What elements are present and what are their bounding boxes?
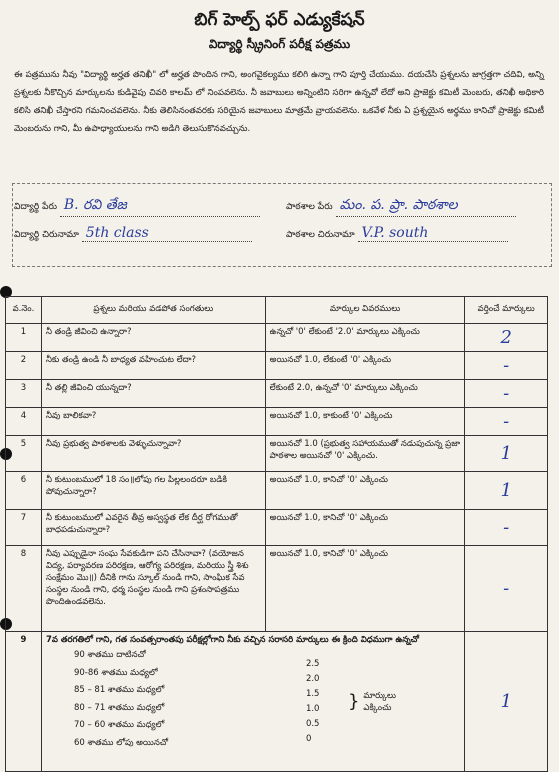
row-question: నీ తల్లి జీవించి యున్నదా? xyxy=(41,380,265,408)
instructions-paragraph: ఈ పత్రమును నీవు "విద్యార్థి అర్హత తనిఖీ" లో అర్హత పొందిన గాని, అంగవైకల్యము కలిగి ఉన్నా గాని పూర్తి చేయుము. దయచేసి ప్రశ్నలను జాగ్రత్తగా చదివి, అన్ని ప్రశ్నలకు నీకొచ్చిన మార్కులను కుడివైపు చివరి కాలమ్ లో నింపవలెను. నీ జవాబులు అన్నింటిని సరిగా ఉన్నవో లేదో అని ప్రాజెక్టు కమిటీ మెంబరు, తనిఖీ అధికారి కలిసి తనిఖీ చేస్తారని గమనించవలెను. నీకు తెలిసినంతవరకు సరియైన జవాబులు మాత్రమే వ్రాయవలెను. ఒకవేళ నీకు ఏ ప్రశ్నయైన అర్థము కానిచో ప్రాజెక్టు కమిటీ మెంబరును గాని, మీ ఉపాధ్యాయులను గాని అడిగి తెలుసుకొనవచ్చును. xyxy=(14,70,544,134)
table-row xyxy=(6,510,548,546)
row-question: నీవు ఎప్పుడైనా సంఘ సేవకుడిగా పని చేసినావా? (వయోజన విద్య, పర్యావరణ పరిరక్షణ, ఆరోగ్య పరిరక్షణ, మరియు స్త్రీ శిశు సంక్షేమం మొ॥) దీనికి గాను స్కూల్ నుండి గాని, సాంఘిక సేవ సంస్థల నుండి గాని, ధర్మ సంస్థల నుండి గాని ప్రశంసాపత్రము పొందిఉండవలెను. xyxy=(41,546,265,632)
student-address-label: విద్యార్థి చిరునామా xyxy=(14,230,79,240)
student-name-label: విద్యార్థి పేరు xyxy=(14,202,57,212)
row-question: నీవు బాలికవా? xyxy=(41,408,265,436)
scale-value: 1.0 xyxy=(305,703,320,714)
student-address-value: 5th class xyxy=(85,225,149,241)
row-marks-rule: ఉన్నచో '0' లేకుంటే '2.0' మార్కులు ఎక్కించు xyxy=(265,324,465,352)
scale-value: 0.5 xyxy=(305,718,320,729)
row-number: 7 xyxy=(6,510,42,546)
scale-values xyxy=(306,657,348,747)
row-number: 8 xyxy=(6,546,42,632)
range-item: 60 శాతము లోపు అయినచో xyxy=(73,737,168,748)
school-name-value: మం. ప. ప్రా. పాఠశాల xyxy=(339,197,458,213)
header-applicable-marks: వర్తించే మార్కులు xyxy=(465,297,548,324)
header-serial: వ.నెం. xyxy=(6,297,42,324)
row-marks-rule: అయినచో 1.0, కానిచో '0' ఎక్కించు xyxy=(265,510,465,546)
school-name-field[interactable] xyxy=(286,197,516,217)
row-question: నీ కుటుంబములో 18 సం॥లోపు గల పిల్లలందరూ బడికి పోవుచున్నారా? xyxy=(41,472,265,510)
student-address-field[interactable] xyxy=(14,225,252,242)
page-title: బిగ్ హెల్ప్ ఫర్ ఎడ్యుకేషన్ xyxy=(194,10,365,30)
school-address-label: పాఠశాల చిరునామా xyxy=(286,230,355,240)
row-answer[interactable]: - xyxy=(465,380,548,408)
scale-value: 2.0 xyxy=(305,673,320,684)
header-question: ప్రశ్నలు మరియు వడపోత సంగతులు xyxy=(41,297,265,324)
row-number: 9 xyxy=(6,632,42,772)
range-item: 70 – 60 శాతము మధ్యలో xyxy=(73,720,165,730)
table-row xyxy=(6,352,548,380)
scale-value: 2.5 xyxy=(305,658,320,669)
table-header-row xyxy=(6,297,548,324)
row-question: నీవు ప్రభుత్వ పాఠశాలకు వెళ్ళుచున్నావా? xyxy=(41,436,265,472)
row-number: 6 xyxy=(6,472,42,510)
row-question: 7వ తరగతిలో గాని, గత సంవత్సరాంతపు పరీక్షల్లోగాని నీకు వచ్చిన సరాసరి మార్కులు ఈ క్రింది విధముగా ఉన్నచో xyxy=(45,635,419,645)
row-question-marks-range xyxy=(41,632,464,772)
school-name-label: పాఠశాల పేరు xyxy=(286,202,333,212)
range-item: 80 – 71 శాతము మధ్యలో xyxy=(73,702,165,713)
scale-value: 1.5 xyxy=(305,688,320,699)
row-number: 1 xyxy=(6,324,42,352)
row-marks-rule: అయినచో 1.0, కానిచో '0' ఎక్కించు xyxy=(265,546,465,632)
table-row xyxy=(6,436,548,472)
screening-questions-table xyxy=(5,296,548,772)
table-row xyxy=(6,546,548,632)
marks-scale xyxy=(236,651,413,752)
row-answer[interactable]: - xyxy=(465,408,548,436)
row-number: 4 xyxy=(6,408,42,436)
row-answer[interactable]: - xyxy=(465,352,548,380)
table-row xyxy=(6,380,548,408)
bracket-glyph: } xyxy=(347,690,360,712)
student-name-field[interactable] xyxy=(14,197,260,217)
table-row xyxy=(6,408,548,436)
row-question: నీ కుటుంబములో ఎవరైన తీవ్ర అస్వస్థత లేక దీర్ఘ రోగముతో బాధపడుచున్నారా? xyxy=(41,510,265,546)
range-item: 90-86 శాతము మధ్యలో xyxy=(73,667,158,678)
percentage-ranges xyxy=(46,647,236,752)
header-marks-details: మార్కుల వివరములు xyxy=(265,297,465,324)
school-address-field[interactable] xyxy=(286,225,508,242)
row-answer[interactable]: 1 xyxy=(465,472,548,510)
school-address-value: V.P. south xyxy=(361,225,429,241)
row-answer[interactable]: 1 xyxy=(465,632,548,772)
row-marks-rule: లేకుంటే 2.0, ఉన్నచో '0' మార్కులు ఎక్కించు xyxy=(265,380,465,408)
row-marks-rule: అయినచో 1.0 (ప్రభుత్వ సహాయముతో నడుపుచున్న ప్రజా పాఠశాల అయినచో '0' ఎక్కించు. xyxy=(265,436,465,472)
row-number: 2 xyxy=(6,352,42,380)
row-marks-rule: అయినచో 1.0, కాకుంటే '0' ఎక్కించు xyxy=(265,408,465,436)
row-question: నీ తండ్రి జీవించి ఉన్నారా? xyxy=(41,324,265,352)
row-answer[interactable]: - xyxy=(465,510,548,546)
table-row xyxy=(6,472,548,510)
row-marks-rule: అయినచో 1.0, కానిచో '0' ఎక్కించు xyxy=(265,472,465,510)
row-question: నీకు తండ్రి ఉండి నీ బాధ్యత వహించుట లేదా? xyxy=(41,352,265,380)
page-subtitle: విద్యార్థి స్క్రీనింగ్ పరీక్ష పత్రము xyxy=(208,37,351,51)
range-item: 85 – 81 శాతము మధ్యలో xyxy=(73,685,165,695)
row-answer[interactable]: - xyxy=(465,546,548,632)
row-number: 5 xyxy=(6,436,42,472)
range-item: 90 శాతము దాటినచో xyxy=(73,650,146,660)
row-answer[interactable]: 1 xyxy=(465,436,548,472)
scale-label: మార్కులు ఎక్కించు xyxy=(363,690,396,713)
scale-value: 0 xyxy=(305,733,312,744)
row-number: 3 xyxy=(6,380,42,408)
table-row xyxy=(6,324,548,352)
row-marks-rule: అయినచో 1.0, లేకుంటే '0' ఎక్కించు xyxy=(265,352,465,380)
row-answer[interactable]: 2 xyxy=(465,324,548,352)
table-row xyxy=(6,632,548,772)
student-name-value: B. రవి తేజ xyxy=(63,197,127,213)
